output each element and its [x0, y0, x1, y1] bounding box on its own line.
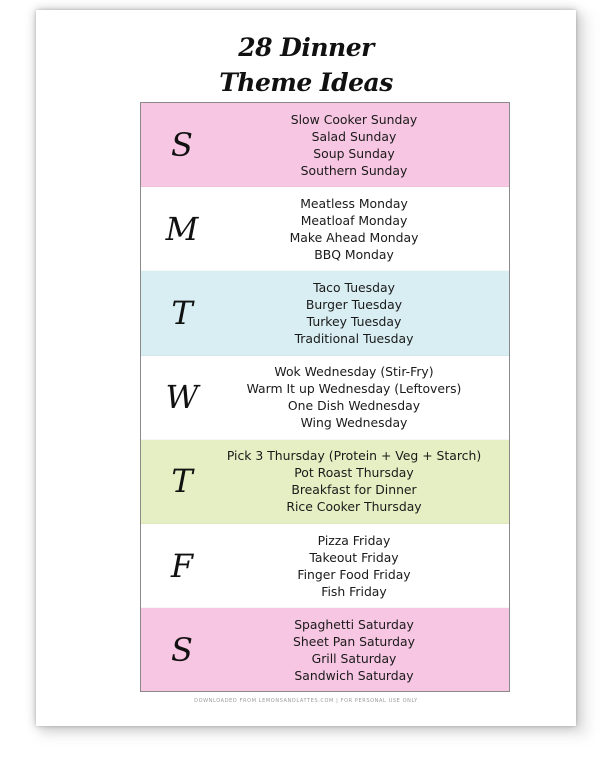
day-row [141, 187, 509, 271]
theme-item: Sandwich Saturday [294, 668, 414, 684]
footer-note: DOWNLOADED FROM LEMONSANDLATTES.COM | FOR PERSONAL USE ONLY [194, 698, 418, 704]
theme-item: Southern Sunday [300, 162, 408, 178]
theme-item: One Dish Wednesday [287, 398, 421, 414]
theme-list [199, 524, 509, 607]
theme-list [199, 356, 509, 439]
day-letter: T [171, 293, 193, 332]
day-row [141, 524, 509, 608]
theme-table [140, 102, 510, 692]
theme-item: Grill Saturday [311, 651, 397, 667]
theme-item: Meatless Monday [300, 195, 408, 211]
day-letter: W [165, 378, 199, 417]
theme-item: Burger Tuesday [305, 296, 403, 312]
title-line-2: Theme Ideas [219, 68, 393, 97]
theme-item: Slow Cooker Sunday [290, 111, 418, 127]
theme-list [199, 187, 509, 270]
theme-item: Turkey Tuesday [306, 313, 402, 329]
theme-item: Salad Sunday [311, 128, 397, 144]
theme-item: Warm It up Wednesday (Leftovers) [246, 381, 462, 397]
theme-item: Wing Wednesday [300, 415, 408, 431]
day-letter: T [171, 462, 193, 501]
theme-item: Make Ahead Monday [289, 229, 419, 245]
theme-list [199, 608, 509, 692]
day-letter: S [171, 631, 193, 670]
theme-item: Meatloaf Monday [300, 212, 408, 228]
theme-item: Taco Tuesday [313, 279, 395, 295]
day-row [141, 103, 509, 187]
day-row [141, 440, 509, 524]
theme-item: Spaghetti Saturday [294, 617, 414, 633]
theme-list [199, 440, 509, 523]
theme-item: Pizza Friday [317, 532, 391, 548]
theme-list [199, 103, 509, 186]
theme-item: Pot Roast Thursday [294, 465, 414, 481]
theme-item: Sheet Pan Saturday [293, 634, 415, 650]
theme-item: Breakfast for Dinner [291, 482, 417, 498]
theme-item: Soup Sunday [313, 145, 395, 161]
theme-item: Traditional Tuesday [294, 330, 414, 346]
theme-item: Pick 3 Thursday (Protein + Veg + Starch) [226, 448, 482, 464]
theme-item: BBQ Monday [314, 246, 394, 262]
theme-item: Wok Wednesday (Stir-Fry) [274, 364, 434, 380]
day-row [141, 356, 509, 440]
theme-list [199, 271, 509, 354]
printable-page [36, 10, 576, 726]
theme-item: Takeout Friday [309, 549, 399, 565]
theme-item: Rice Cooker Thursday [286, 499, 422, 515]
theme-item: Finger Food Friday [297, 566, 411, 582]
title-line-1: 28 Dinner [238, 33, 374, 62]
day-letter: M [165, 209, 199, 248]
day-row [141, 608, 509, 692]
day-letter: S [171, 125, 193, 164]
day-letter: F [170, 546, 194, 585]
theme-item: Fish Friday [321, 583, 387, 599]
day-row [141, 271, 509, 355]
